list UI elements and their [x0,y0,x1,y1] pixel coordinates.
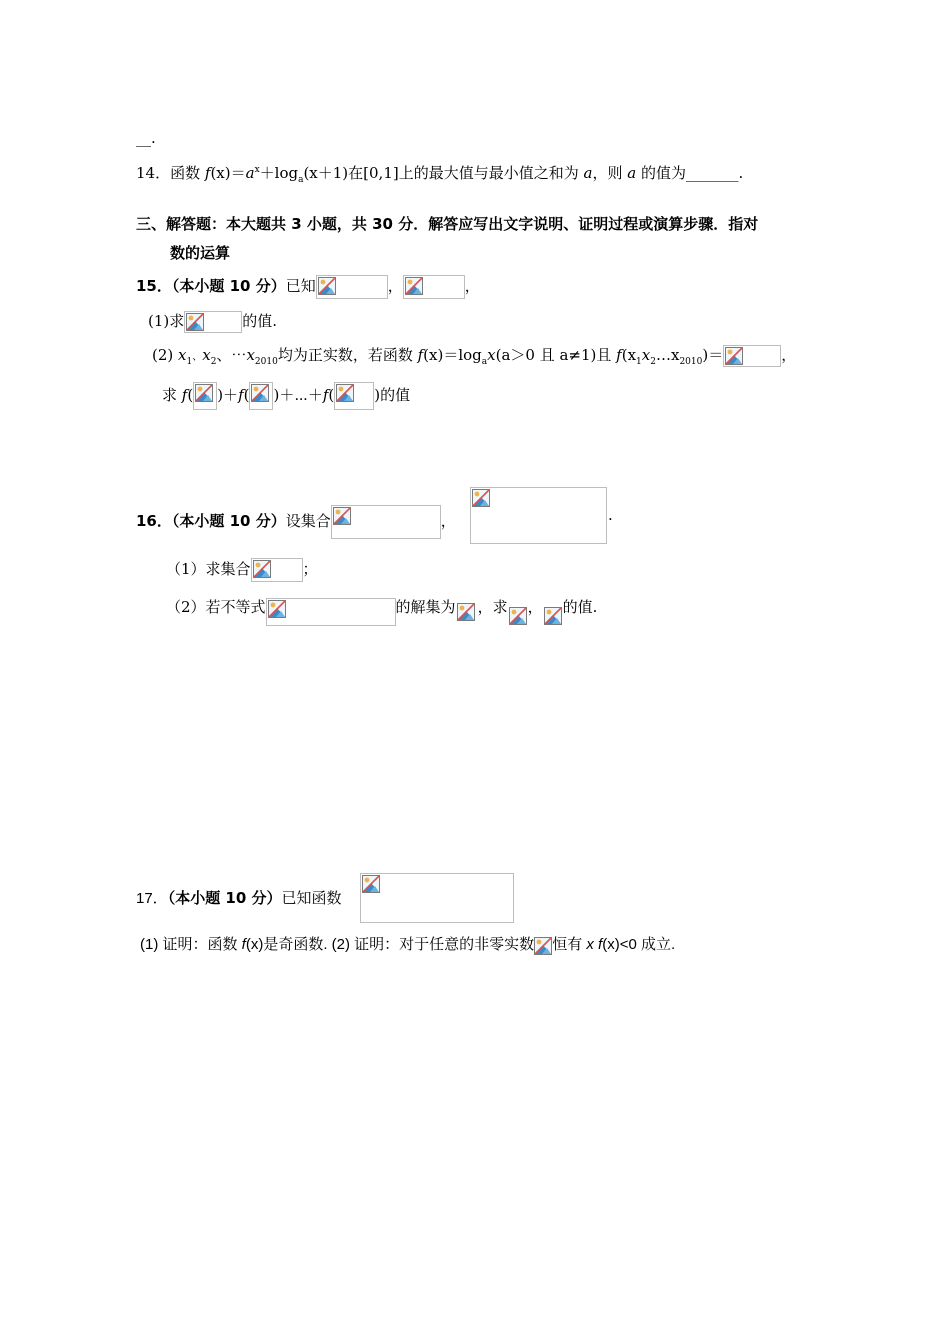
question-15-part-2: (2) $x_1$、$x_2$、$\cdots x_{2010}$均为正实数，若函数 $f(x)=\log_ax(a>0$ 且 a≠1)且 $f(x_1x_2\dots x_{2010})=$ ， [152,346,797,367]
formula-image [543,606,563,626]
question-16-period: . [608,506,613,524]
question-16-part-2: （2）若不等式 的解集为 ，求 ， 的值. [166,597,597,626]
formula-image [456,602,478,624]
broken-image-icon [268,600,286,618]
section-3-heading: 三、解答题：本大题共 3 小题，共 30 分．解答应写出文字说明、证明过程或演算步骤．指对 [136,215,759,233]
formula-image [184,311,242,333]
formula-image [266,598,396,626]
formula-image [508,606,528,626]
formula-image [403,275,465,299]
broken-image-icon [253,560,271,578]
question-14: 14．函数 $f(x)=a^x+\log_a(x+1)$在[0,1]上的最大值与最小值之和为 a，则 a 的值为_______. [136,164,744,185]
broken-image-icon [405,277,423,295]
formula-image [331,505,441,539]
formula-image [251,558,303,582]
broken-image-icon [362,875,380,893]
broken-image-icon [725,347,743,365]
question-16: 16．（本小题 10 分）设集合 ， [136,505,456,539]
formula-image [316,275,388,299]
question-16-part-1: （1）求集合 ； [166,558,318,582]
question-17-parts: (1) 证明：函数 f(x)是奇函数. (2) 证明：对于任意的非零实数 恒有 x f(x)<0 成立. [140,936,676,953]
broken-image-icon [509,607,527,625]
broken-image-icon [251,384,269,402]
formula-image [193,382,217,410]
question-17: 17．（本小题 10 分）已知函数 [136,889,342,907]
broken-image-icon [472,489,490,507]
formula-image [723,345,781,367]
broken-image-icon [333,507,351,525]
broken-image-icon [336,384,354,402]
broken-image-icon [534,937,552,955]
formula-image [360,873,514,923]
formula-image [249,382,273,410]
question-15-part-1: (1)求 的值. [148,311,277,333]
broken-image-icon [457,603,475,621]
broken-image-icon [318,277,336,295]
broken-image-icon [544,607,562,625]
question-15: 15．（本小题 10 分）已知 ， ， [136,275,480,299]
section-3-heading-cont: 数的运算 [170,244,231,262]
formula-image [334,382,374,410]
top-fragment: __. [136,129,156,147]
formula-image [534,937,552,955]
question-15-part-2-ask: 求 f( )＋f( )＋⋯＋f( )的值 [162,382,410,410]
broken-image-icon [186,313,204,331]
broken-image-icon [195,384,213,402]
formula-image [470,487,607,544]
